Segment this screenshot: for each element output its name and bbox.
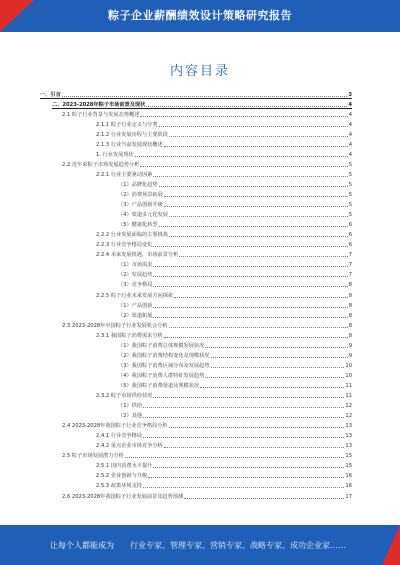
- toc-entry-title: （3）竞争格局: [118, 282, 153, 289]
- toc-leader-dots: [153, 467, 344, 468]
- toc-entry-title: 2.1.2 行业发展历程与主要阶段: [96, 131, 168, 138]
- toc-entry[interactable]: [118, 410, 352, 420]
- toc-entry-title: 2.3.1 我国粽子消费需求分析: [96, 332, 163, 339]
- toc-entry[interactable]: [96, 128, 352, 138]
- table-of-contents: [0, 88, 400, 508]
- toc-entry-title: （3）我国粽子消费区域分布及发展趋势: [118, 362, 210, 369]
- toc-entry[interactable]: [96, 148, 352, 158]
- toc-entry-title: 2.2 近年来粽子市场发展趋势分析: [62, 161, 140, 168]
- toc-entry-title: 1. 行业发展现状: [96, 151, 134, 158]
- toc-entry[interactable]: [62, 319, 352, 329]
- toc-entry-page: 10: [345, 362, 352, 369]
- toc-entry-page: 5: [348, 192, 352, 198]
- toc-leader-dots: [125, 457, 345, 458]
- toc-entry[interactable]: [118, 359, 352, 369]
- toc-entry-page: 10: [345, 372, 352, 379]
- footer-bar: [0, 525, 400, 565]
- toc-leader-dots: [200, 387, 344, 388]
- toc-leader-dots: [153, 317, 347, 318]
- toc-entry-title: （4）渠道多元化发展: [118, 212, 168, 219]
- toc-entry-title: （5）健康化转型: [118, 222, 158, 229]
- toc-entry[interactable]: [96, 249, 352, 259]
- toc-entry-page: 5: [348, 212, 352, 219]
- toc-entry-page: 5: [348, 202, 352, 209]
- toc-entry[interactable]: [96, 118, 352, 128]
- toc-entry-page: 3: [348, 91, 352, 98]
- toc-leader-dots: [169, 327, 348, 328]
- toc-leader-dots: [164, 196, 348, 197]
- toc-entry-page: 4: [348, 141, 352, 148]
- toc-entry-title: （2）其他: [118, 413, 143, 420]
- toc-leader-dots: [169, 216, 348, 217]
- toc-leader-dots: [62, 96, 348, 97]
- toc-leader-dots: [164, 337, 348, 338]
- toc-leader-dots: [211, 367, 345, 368]
- toc-entry-title: 2.1.3 行业当前发展现状概述: [96, 141, 163, 148]
- toc-entry[interactable]: [118, 400, 352, 410]
- toc-leader-dots: [159, 126, 348, 127]
- toc-leader-dots: [148, 477, 344, 478]
- toc-leader-dots: [179, 256, 347, 257]
- toc-entry[interactable]: [118, 349, 352, 359]
- toc-entry[interactable]: [96, 440, 352, 450]
- toc-entry-title: 2.3 2023-2028年中国粽子行业发展机会分析: [62, 322, 168, 329]
- toc-entry[interactable]: [96, 138, 352, 148]
- toc-leader-dots: [143, 487, 344, 488]
- toc-entry-page: 11: [345, 393, 352, 399]
- toc-entry-title: （2）发展趋势: [118, 272, 153, 279]
- toc-leader-dots: [205, 347, 347, 348]
- toc-entry-title: （2）我国粽子消费结构变化及规模状况: [118, 352, 210, 359]
- toc-leader-dots: [164, 447, 345, 448]
- toc-leader-dots: [153, 246, 347, 247]
- toc-entry-page: 5: [348, 171, 352, 178]
- toc-entry-page: 15: [345, 453, 352, 460]
- toc-entry[interactable]: [118, 279, 352, 289]
- toc-entry-page: 5: [348, 161, 352, 168]
- toc-entry-title: 2.6 2023-2028年我国粽子行业发展前景及趋势预测: [62, 493, 184, 500]
- toc-entry-title: 2.5.3 政策环境支持: [96, 483, 142, 490]
- toc-entry[interactable]: [118, 379, 352, 389]
- toc-entry-title: 2.4 2023-2028年我国粽子行业竞争格局分析: [62, 423, 168, 430]
- toc-entry-page: 4: [348, 131, 352, 138]
- toc-entry-title: 二、2023-2028年粽子市场前景及现状: [52, 101, 146, 108]
- toc-entry-page: 13: [345, 443, 352, 450]
- footer-tagline: 行业专家、管理专家、营销专家、战略专家、成功企业家……: [130, 541, 346, 550]
- toc-leader-dots: [211, 357, 348, 358]
- toc-leader-dots: [135, 156, 348, 157]
- toc-leader-dots: [140, 116, 347, 117]
- toc-entry[interactable]: [96, 289, 352, 299]
- toc-entry-title: 2.5.1 国内消费水平提升: [96, 463, 153, 470]
- toc-entry[interactable]: [118, 339, 352, 349]
- header-bar: [0, 0, 400, 32]
- toc-entry-page: 8: [348, 322, 352, 329]
- toc-entry[interactable]: [118, 259, 352, 269]
- toc-entry-title: （1）产品创新: [118, 302, 153, 309]
- toc-leader-dots: [159, 186, 348, 187]
- toc-entry[interactable]: [62, 450, 352, 460]
- toc-entry-page: 5: [348, 181, 352, 188]
- toc-leader-dots: [184, 498, 344, 499]
- toc-entry-title: （5）我国粽子消费渠道及规模状况: [118, 382, 200, 389]
- toc-leader-dots: [164, 206, 348, 207]
- toc-entry-page: 8: [348, 332, 352, 339]
- toc-entry[interactable]: [52, 98, 352, 109]
- toc-entry[interactable]: [96, 239, 352, 249]
- toc-entry[interactable]: [96, 430, 352, 440]
- toc-entry[interactable]: [96, 390, 352, 400]
- toc-leader-dots: [159, 226, 348, 227]
- toc-entry-title: （1）供给: [118, 403, 143, 410]
- toc-entry[interactable]: [96, 168, 352, 178]
- toc-entry-page: 4: [348, 101, 352, 108]
- toc-entry-page: 15: [345, 463, 352, 470]
- toc-leader-dots: [153, 276, 347, 277]
- toc-entry[interactable]: [118, 199, 352, 209]
- toc-entry-page: 7: [348, 262, 352, 269]
- toc-entry[interactable]: [96, 480, 352, 490]
- toc-entry[interactable]: [118, 189, 352, 199]
- toc-entry[interactable]: [118, 209, 352, 219]
- toc-entry-title: 2.2.3 行业竞争格局变化: [96, 242, 153, 249]
- toc-entry-page: 16: [345, 473, 352, 480]
- toc-entry[interactable]: [118, 309, 352, 319]
- toc-entry[interactable]: [96, 229, 352, 239]
- toc-leader-dots: [153, 286, 347, 287]
- toc-entry[interactable]: [96, 329, 352, 339]
- toc-leader-dots: [153, 176, 347, 177]
- toc-entry[interactable]: [118, 369, 352, 379]
- toc-entry-page: 9: [348, 352, 352, 359]
- toc-entry-title: 2.2.4 未来发展机遇、市场前景分析: [96, 252, 179, 259]
- toc-leader-dots: [146, 106, 347, 107]
- toc-entry-page: 4: [348, 111, 352, 118]
- toc-leader-dots: [153, 266, 347, 267]
- toc-entry-page: 13: [345, 423, 352, 430]
- toc-entry-title: （1）我国粽子消费总体规模发展状况: [118, 342, 205, 349]
- toc-leader-dots: [164, 146, 348, 147]
- toc-entry-title: 2.5.2 企业创新与升级: [96, 473, 148, 480]
- toc-entry[interactable]: [62, 490, 352, 500]
- toc-leader-dots: [143, 417, 344, 418]
- toc-entry-title: （1）品牌化趋势: [118, 181, 158, 188]
- toc-entry[interactable]: [96, 460, 352, 470]
- toc-entry-title: 2.1.1 粽子行业定义与分类: [96, 121, 158, 128]
- toc-leader-dots: [169, 236, 348, 237]
- toc-entry[interactable]: [96, 470, 352, 480]
- toc-entry-title: 2.4.1 行业竞争格局: [96, 433, 142, 440]
- footer-slogan: 让每个人都能成为: [50, 541, 114, 550]
- toc-leader-dots: [143, 407, 344, 408]
- toc-entry-page: 8: [348, 312, 352, 319]
- toc-entry-page: 13: [345, 433, 352, 440]
- toc-leader-dots: [153, 307, 347, 308]
- document-title: 粽子企业薪酬绩效设计策略研究报告: [108, 9, 292, 22]
- toc-leader-dots: [174, 297, 348, 298]
- toc-entry-page: 9: [348, 342, 352, 349]
- toc-entry-title: 2.5 粽子市场发展潜力分析: [62, 453, 124, 460]
- toc-leader-dots: [169, 427, 345, 428]
- toc-entry-page: 4: [348, 151, 352, 158]
- toc-entry[interactable]: [118, 178, 352, 188]
- toc-entry-page: 12: [345, 413, 352, 420]
- toc-leader-dots: [140, 166, 347, 167]
- toc-entry-title: （2）消费场景拓展: [118, 192, 163, 198]
- toc-entry-title: （1）市场需求: [118, 262, 153, 269]
- toc-leader-dots: [169, 136, 348, 137]
- toc-entry-page: 6: [348, 222, 352, 229]
- toc-entry-title: 2.2.5 粽子行业未来发展方向探索: [96, 292, 174, 299]
- toc-heading: 内容目录: [169, 64, 230, 79]
- toc-entry-page: 4: [348, 121, 352, 128]
- toc-entry[interactable]: [118, 299, 352, 309]
- toc-entry-page: 7: [348, 252, 352, 259]
- toc-entry-page: 8: [348, 292, 352, 299]
- toc-entry-page: 12: [345, 403, 352, 410]
- toc-leader-dots: [153, 397, 344, 398]
- toc-entry-page: 6: [348, 232, 352, 239]
- toc-entry[interactable]: [40, 88, 352, 99]
- toc-entry-page: 11: [345, 382, 352, 389]
- toc-entry-page: 7: [348, 272, 352, 279]
- toc-entry-title: 2.3.2 粽子市场供给状况: [96, 393, 153, 399]
- footer-red-corner: [382, 525, 400, 565]
- toc-entry[interactable]: [118, 219, 352, 229]
- toc-entry-title: （3）产品创新升级: [118, 202, 163, 209]
- toc-entry[interactable]: [62, 420, 352, 430]
- toc-entry-title: 2.4.2 重点企业市场竞争分析: [96, 443, 163, 450]
- toc-entry-page: 8: [348, 282, 352, 289]
- toc-entry-title: 一、引言: [40, 91, 61, 98]
- toc-entry-title: 2.2.1 行业主要驱动因素: [96, 171, 153, 178]
- toc-entry-title: （2）渠道拓展: [118, 312, 153, 319]
- toc-entry-title: 2.2.2 行业发展面临的主要挑战: [96, 232, 168, 239]
- toc-entry-title: 2.1 粽子行业背景与发展态势概述: [62, 111, 140, 118]
- toc-entry-page: 6: [348, 242, 352, 249]
- toc-leader-dots: [143, 437, 344, 438]
- toc-entry[interactable]: [62, 108, 352, 118]
- toc-entry-page: 17: [345, 493, 352, 500]
- toc-entry-page: 8: [348, 302, 352, 309]
- toc-entry[interactable]: [118, 269, 352, 279]
- toc-entry-page: 16: [345, 483, 352, 490]
- toc-leader-dots: [205, 377, 344, 378]
- toc-entry-title: （4）我国粽子消费人群特征发展趋势: [118, 372, 205, 379]
- toc-entry[interactable]: [62, 158, 352, 168]
